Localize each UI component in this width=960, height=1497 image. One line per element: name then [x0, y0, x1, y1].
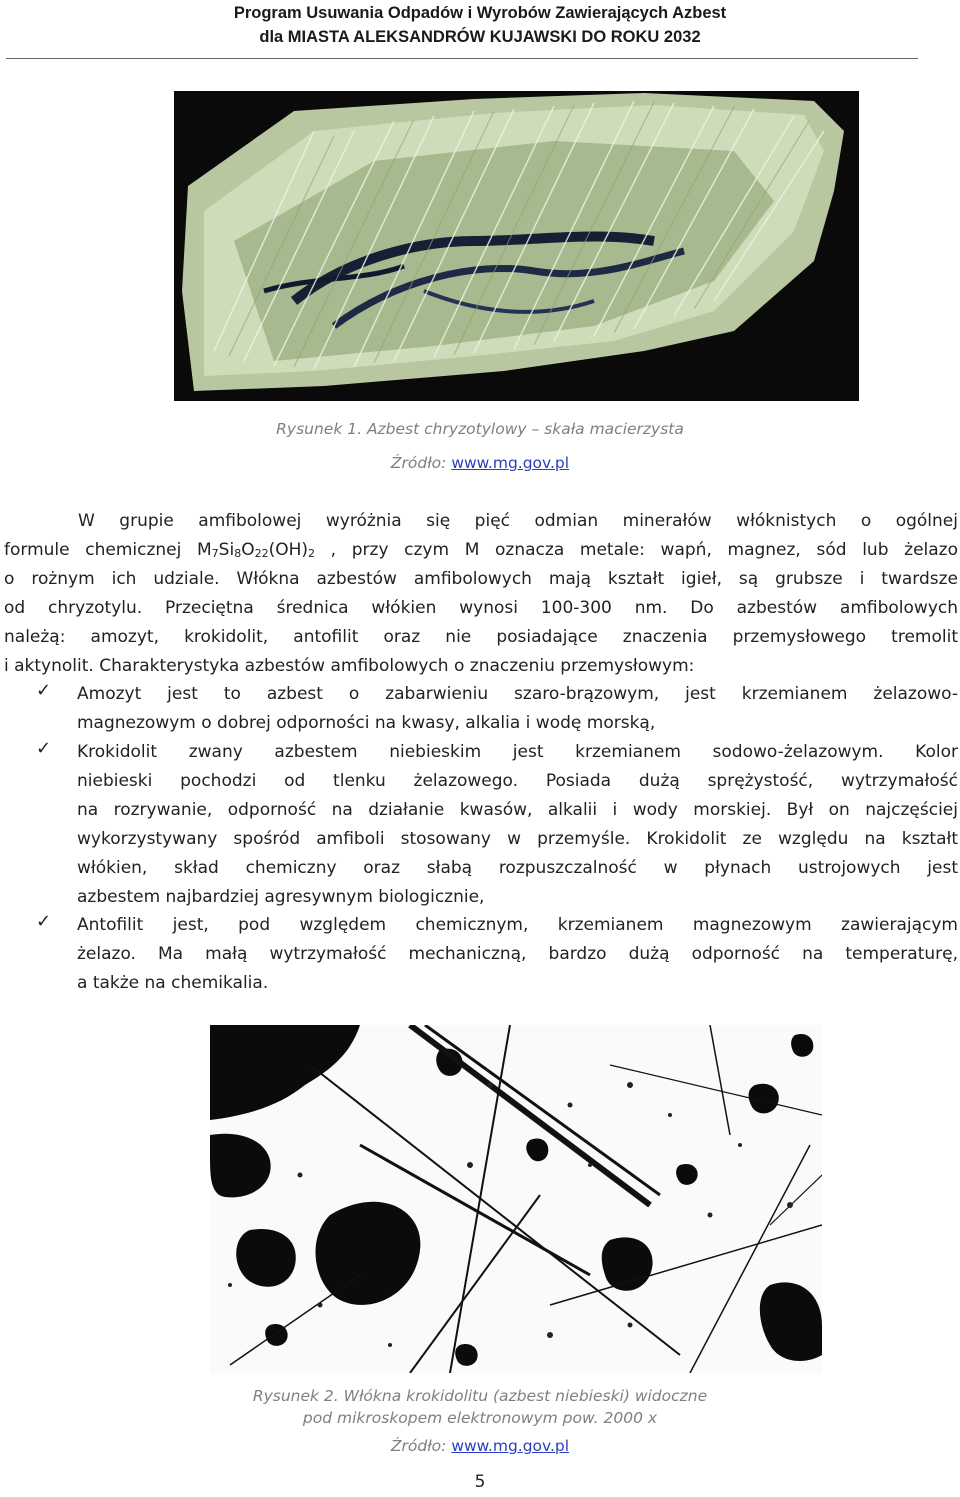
bullet-line: żelazo. Ma małą wytrzymałość mechaniczną, bardzo dużą odporność na temperaturę, [77, 944, 958, 964]
header-subtitle: dla MIASTA ALEKSANDRÓW KUJAWSKI DO ROKU 2032 [259, 28, 701, 46]
paragraph-line-formula: formule chemicznej $M_7Si_8O_{22}(OH)_2$ , przy czym M oznacza metale: wapń, magnez, sód lub żelazo [4, 540, 958, 560]
bullet-line: a także na chemikalia. [77, 973, 269, 993]
header-divider [6, 58, 918, 59]
bullet-item-krokidolit [77, 738, 958, 912]
figure-1-source-link[interactable]: www.mg.gov.pl [451, 454, 570, 472]
figure-2-caption-line2: pod mikroskopem elektronowym pow. 2000 x [302, 1409, 658, 1427]
figure-2-source [0, 1437, 960, 1455]
body-paragraph [4, 507, 958, 681]
bullet-item-antofilit [77, 911, 958, 998]
paragraph-line: i aktynolit. Charakterystyka azbestów amfibolowych o znaczeniu przemysłowym: [4, 656, 695, 676]
bullet-line: włókien, skład chemiczny oraz słabą rozpuszczalność w płynach ustrojowych jest [77, 858, 958, 878]
paragraph-line: należą: amozyt, krokidolit, antofilit oraz nie posiadające znaczenia przemysłowego tremolit [4, 627, 958, 647]
crocidolite-microscope-photo [210, 1025, 822, 1373]
bullet-line: niebieski pochodzi od tlenku żelazowego. Posiada dużą sprężystość, wytrzymałość [77, 771, 958, 791]
bullet-line: na rozrywanie, odporność na działanie kwasów, alkalii i wody morskiej. Był on najczęściej [77, 800, 958, 820]
paragraph-line: o rożnym ich udziale. Włókna azbestów amfibolowych mają kształt igieł, są grubsze i twardsze [4, 569, 958, 589]
figure-2-source-link[interactable]: www.mg.gov.pl [451, 1437, 570, 1455]
figure-1-caption: Rysunek 1. Azbest chryzotylowy – skała macierzysta [276, 420, 684, 438]
paragraph-line: W grupie amfibolowej wyróżnia się pięć odmian minerałów włóknistych o ogólnej [78, 511, 958, 531]
page-number: 5 [474, 1472, 486, 1492]
bullet-line: Amozyt jest to azbest o zabarwieniu szaro-brązowym, jest krzemianem żelazowo- [77, 684, 958, 704]
bullet-line: magnezowym o dobrej odporności na kwasy, alkalia i wodę morską, [77, 713, 656, 733]
figure-2-source-label: Źródło: [390, 1437, 452, 1455]
bullet-line: wykorzystywany spośród amfiboli stosowany w przemyśle. Krokidolit ze względu na kształt [77, 829, 958, 849]
bullet-line: Antofilit jest, pod względem chemicznym, krzemianem magnezowym zawierającym [77, 915, 958, 935]
chrysotile-rock-photo [174, 91, 859, 401]
header-title: Program Usuwania Odpadów i Wyrobów Zawierających Azbest [233, 4, 727, 22]
figure-2-caption-line1: Rysunek 2. Włókna krokidolitu (azbest niebieski) widoczne [252, 1387, 708, 1405]
paragraph-line: od chryzotylu. Przeciętna średnica włókien wynosi 100-300 nm. Do azbestów amfibolowych [4, 598, 958, 618]
bullet-item-amozyt [77, 680, 958, 738]
bullet-line: Krokidolit zwany azbestem niebieskim jest krzemianem sodowo-żelazowym. Kolor [77, 742, 958, 762]
figure-1-source-label: Źródło: [390, 454, 452, 472]
checkmark-icon: ✓ [36, 680, 52, 701]
bullet-line: azbestem najbardziej agresywnym biologicznie, [77, 887, 485, 907]
figure-1-source [0, 454, 960, 472]
checkmark-icon: ✓ [36, 738, 52, 759]
checkmark-icon: ✓ [36, 911, 52, 932]
